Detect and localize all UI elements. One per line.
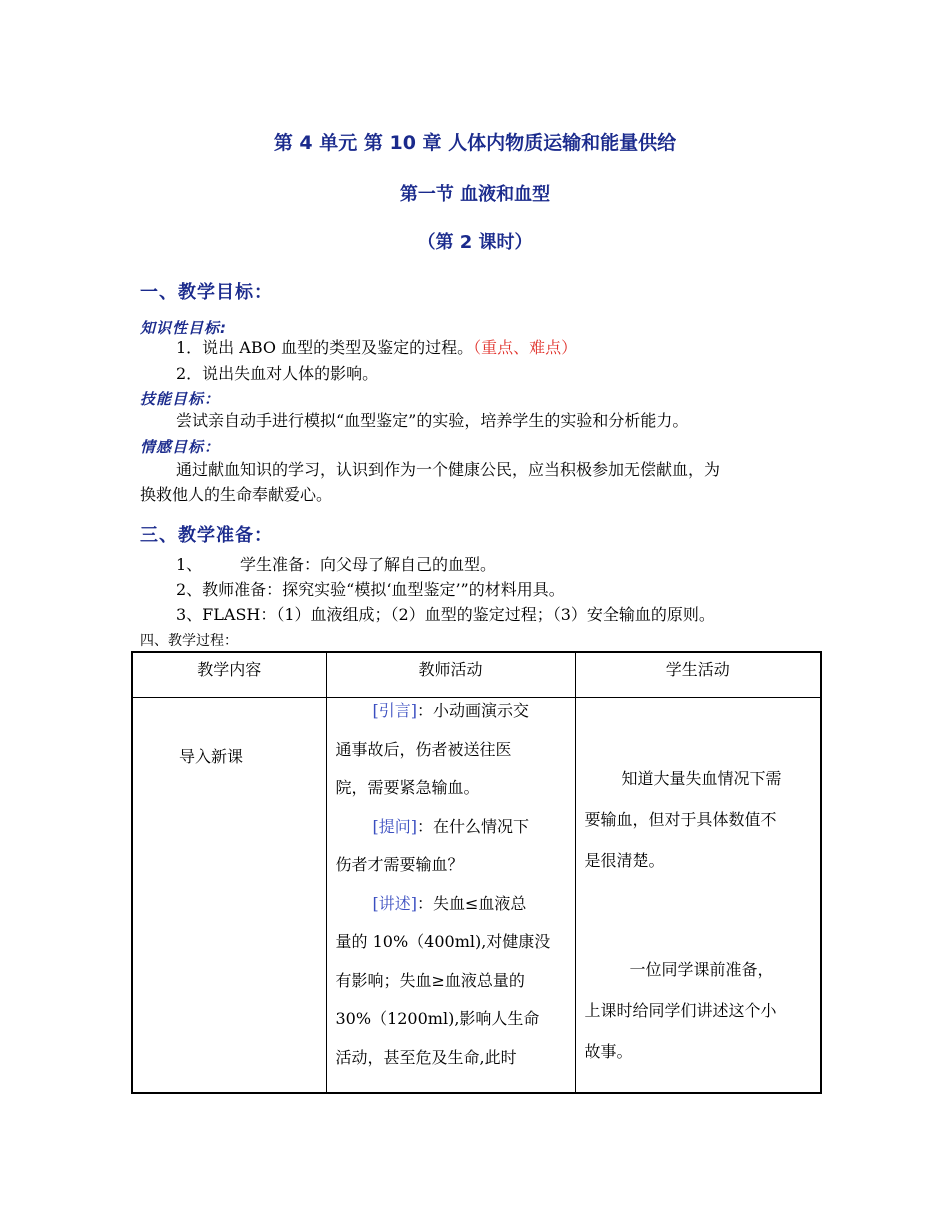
student-activity-a [576,758,821,881]
table-row [132,698,821,1094]
teacher-tag: [提问] [372,816,417,836]
teacher-line [327,923,575,962]
emotion-goal-line-1: 通过献血知识的学习，认识到作为一个健康公民，应当积极参加无偿献血，为 [176,460,721,479]
goals-heading: 一、教学目标： [140,282,273,303]
prep-item-1: 学生准备：向父母了解自己的血型。 [240,555,497,574]
teacher-line-text: 伤者才需要输血？ [335,855,464,874]
teacher-line [327,769,575,808]
section-title: 第一节 血液和血型 [399,184,551,205]
teacher-line-text: 通事故后，伤者被送往医 [335,739,512,759]
process-heading: 四、教学过程： [140,633,238,649]
knowledge-goal-label: 知识性目标: [140,319,227,337]
teacher-activity-text [327,692,575,1077]
column-header-content: 教学内容 [132,652,326,698]
unit-title: 第 4 单元 第 10 章 人体内物质运输和能量供给 [273,132,677,154]
teacher-line [327,846,575,885]
key-point-note: （重点、难点） [473,338,578,357]
student-line: 要输血，但对于具体数值不 [584,810,777,829]
teacher-line [327,692,575,731]
skill-goal-text: 尝试亲自动手进行模拟“血型鉴定”的实验，培养学生的实验和分析能力。 [176,411,689,430]
teaching-process-table [131,651,822,1094]
teacher-tag: [讲述] [372,893,417,913]
teacher-line [327,885,575,924]
emotion-goal-label: 情感目标： [140,438,221,456]
knowledge-goal-item-1 [176,338,577,358]
table-header-row [132,652,821,698]
teacher-line-text: ：小动画演示交 [417,701,530,720]
prep-heading: 三、教学准备： [140,525,273,546]
column-header-student: 学生活动 [575,652,821,698]
content-label: 导入新课 [179,747,244,766]
teacher-activity-cell [326,698,575,1094]
teacher-line-text: 活动，甚至危及生命,此时 [335,1047,517,1067]
knowledge-goal-item-1-text: 1．说出 ABO 血型的类型及鉴定的过程。 [176,338,474,357]
teacher-line-text: 30%（1200ml),影响人生命 [335,1009,540,1028]
column-header-teacher: 教师活动 [326,652,575,698]
teacher-tag: [引言] [372,701,417,720]
emotion-goal-line-2: 换救他人的生命奉献爱心。 [140,485,333,504]
skill-goal-label: 技能目标： [140,390,221,408]
teacher-line-text: ：失血≤血液总 [417,893,527,913]
student-activity-b [576,949,821,1072]
teacher-line-text: 量的 10%（400ml),对健康没 [335,932,551,951]
teacher-line-text: ：在什么情况下 [417,816,530,836]
student-activity-cell [575,698,821,1094]
student-line: 上课时给同学们讲述这个小 [584,1001,777,1020]
content-cell [132,698,326,1094]
student-line: 故事。 [584,1042,633,1061]
teacher-line-text: 院，需要紧急输血。 [335,778,480,797]
teacher-line [327,731,575,770]
teacher-line [327,962,575,1001]
student-line: 是很清楚。 [584,851,665,870]
prep-item-3: 3、FLASH：（1）血液组成；（2）血型的鉴定过程；（3）安全输血的原则。 [176,605,715,624]
prep-item-1-number: 1、 [176,555,203,574]
prep-item-2: 2、教师准备：探究实验“模拟‘血型鉴定’”的材料用具。 [176,580,565,599]
teacher-line [327,808,575,847]
teacher-line [327,1000,575,1039]
teacher-line-text: 有影响；失血≥血液总量的 [335,970,525,990]
student-line: 知道大量失血情况下需 [621,769,782,788]
knowledge-goal-item-2: 2．说出失血对人体的影响。 [176,364,379,383]
student-line: 一位同学课前准备， [629,960,774,979]
teacher-line [327,1039,575,1078]
lesson-number: （第 2 课时） [417,232,533,253]
